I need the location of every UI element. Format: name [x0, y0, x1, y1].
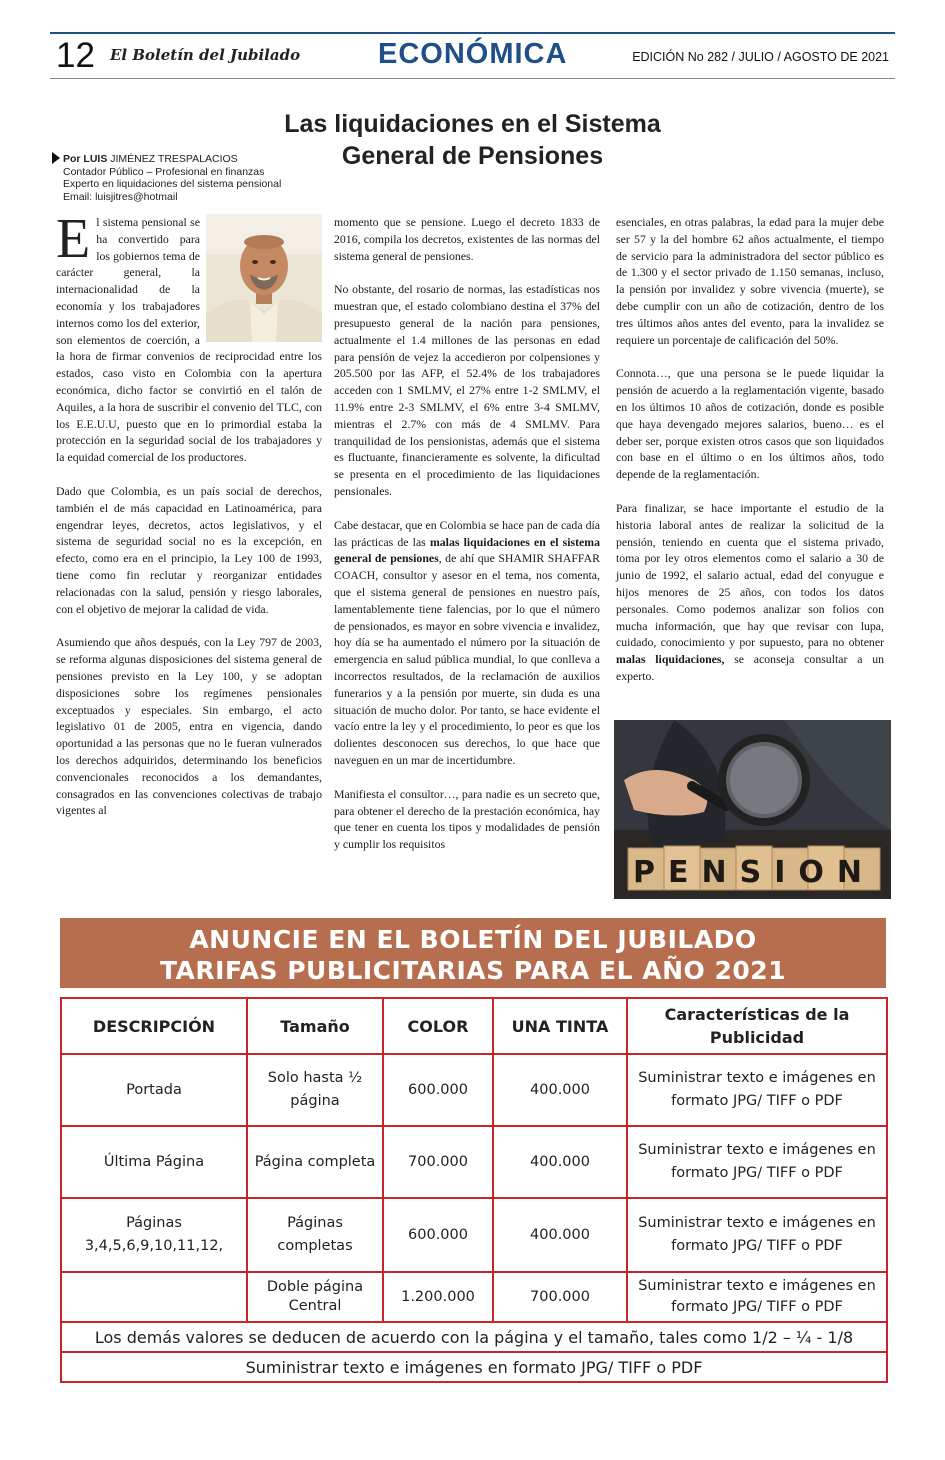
paragraph-text: Cabe destacar, que en Colombia se hace pan de cada día las prácticas de las [334, 517, 600, 549]
table-row [61, 1198, 887, 1272]
cell-tamano: Solo hasta ½ página [247, 1054, 383, 1126]
cell-color: 600.000 [383, 1054, 493, 1126]
pension-word: PENSION [633, 855, 875, 890]
paragraph: Manifiesta el consultor…, para nadie es un secreto que, para obtener el derecho de la prestación económica, hay que tener en cuenta los tipos y modalidades de pensión y cumplir los requisitos [334, 786, 600, 852]
paragraph: No obstante, del rosario de normas, las estadísticas nos muestran que, el estado colombiano destina el 37% del presupuesto general de la nación para pensiones, actualmente el 1.4 millones de las personas en edad para pensión de vejez la accedieron por colpensiones y 205.500 por las AFP, el 52.4% de los trabajadores acceden con 1 SMLMV, el 27% entre 1-2 SMLMV, el 11.9% entre 2-3 SMLMV, el 6% entre 3-4 SMLMV, mientras el 2.7% con más de 4 SMLMV. Para tranquilidad de los pensionistas, además que el sistema es fluctuante, financieramente es solvente, la dificultad se presenta en el procedimiento de las liquidaciones pensionales. [334, 282, 600, 498]
article-title-line1: Las liquidaciones en el Sistema [284, 110, 661, 138]
byline [52, 152, 322, 203]
column-header: Tamaño [247, 998, 383, 1054]
cell-tamano: Doble página Central [247, 1272, 383, 1322]
cell-caracteristicas: Suministrar texto e imágenes en formato JPG/ TIFF o PDF [627, 1054, 887, 1126]
paragraph-text: l sistema pensional se ha convertido para los gobiernos tema de carácter general, la internacionalidad de la economía y los trabajadores internos como los del exterior, son elementos de coerción, a la hora de firmar convenios de reciprocidad entre los estados, caso visto en Colombia con la apertura económica, dicho factor se convirtió en el talón de Aquiles, a la hora de suscribir el convenio del TLC, con los E.E.U.U, puesto que en lo primordial estaba la protección en la seguridad social de los trabajadores y la equidad comercial de los productores. [56, 215, 322, 465]
paragraph [334, 517, 600, 769]
cell-descripcion [61, 1272, 247, 1322]
paragraph [616, 500, 884, 685]
ad-banner-line1: ANUNCIE EN EL BOLETÍN DEL JUBILADO [189, 925, 757, 954]
note-format: Suministrar texto e imágenes en formato JPG/ TIFF o PDF [61, 1352, 887, 1382]
byline-expertise: Experto en liquidaciones del sistema pensional [63, 178, 282, 190]
paragraph: esenciales, en otras palabras, la edad para la mujer debe ser 57 y la del hombre 62 años actualmente, el tiempo de servicio para la administradora del sector público es de 1.300 y el sector privado de 1.150 semanas, incluso, la pensión por invalidez y sobre vivencia (muerte), se debe cumplir con un año de cotización, dentro de los tres últimos años antes del evento, para la invalidez se requiere un porcentaje de calificación del 50%. [616, 215, 884, 347]
column-header: UNA TINTA [493, 998, 627, 1054]
paragraph: Asumiendo que años después, con la Ley 797 de 2003, se reforma algunas disposiciones del sistema general de pensiones previsto en la Ley 100, y se adoptan disposiciones sobre los regímenes pensionales exceptuados y especiales. Sin embargo, el acto legislativo 01 de 2005, entra en vigencia, dando oportunidad a las personas que no le fueran vulnerados los derechos adquiridos, determinando los beneficios convencionales reconocidos a los demandantes, consagrados en las convenciones colectivas de trabajo vigentes al [56, 635, 322, 818]
ad-banner [60, 918, 886, 988]
table-note-row [61, 1322, 887, 1352]
paragraph-text: se aconseja consultar a un experto. [616, 652, 884, 683]
paragraph-text: , de ahí que SHAMIR SHAFFAR COACH, consultor y asesor en el tema, nos comenta, que el sistema general de pensiones en nuestro país, lamentablemente tiene falencias, por lo que el número de pensionados, es mayor en sobre vivencia e invalidez, hoy día se ha aumentado el número por la situación de emergencia en salud pública mundial, lo que conlleva a incorrectos resultados, de la reclamación de auxilios funerarios y a la pensión por muerte, sin duda es una situación de mucho dolor. Por tanto, se hace evidente el vacío entre la ley y el procedimiento, lo peor es que los dolientes desconocen sus derechos, lo que hace que naveguen en un mar de incertidumbre. [334, 551, 600, 767]
paragraph: Connota…, que una persona se le puede liquidar la pensión de acuerdo a la reglamentación vigente, basado en los últimos 10 años de cotización, donde es posible que haya devengado mejores salarios, bueno… es el deber ser, porque existen otros casos que son liquidados con base en el último o en los últimos años, todo depende de la reglamentación. [616, 366, 884, 482]
paragraph: Dado que Colombia, es un país social de derechos, también el de más capacidad en Latinoamérica, para engendrar leyes, decretos, actos legislativos, y el sistema de seguridad social no es la excepción, en efecto, como era en el principio, la Ley 100 de 1993, tiene como fin reclutar y reorganizar entidades relacionadas con la salud, pensión y riesgo laborales, con el objetivo de mejorar la calidad de vida. [56, 483, 322, 616]
byline-prefix: Por LUIS [63, 153, 108, 165]
cell-tinta: 400.000 [493, 1198, 627, 1272]
cell-descripcion: Páginas 3,4,5,6,9,10,11,12, [61, 1198, 247, 1272]
table-note-row [61, 1352, 887, 1382]
cell-descripcion: Última Página [61, 1126, 247, 1198]
paragraph-text: Para finalizar, se hace importante el estudio de la historia laboral antes de realizar la solicitud de la pensión, teniendo en cuenta que el sistema privado, toma por ley otros elementos como el salario a 30 de junio de 1992, el salario actual, edad del conyugue e hijos menores de 25 años, con todos los datos personales. Como podemos analizar son folios con mucha información, que hay que revisar con lupa, cuidado, conocimiento y por supuesto, para no obtener [616, 500, 884, 650]
note-sizes: Los demás valores se deducen de acuerdo con la página y el tamaño, tales como 1/2 – ¼ - 1/8 [61, 1322, 887, 1352]
cell-tinta: 700.000 [493, 1272, 627, 1322]
cell-caracteristicas: Suministrar texto e imágenes en formato JPG/ TIFF o PDF [627, 1198, 887, 1272]
cell-tamano: Páginas completas [247, 1198, 383, 1272]
byline-profession: Contador Público – Profesional en finanzas [63, 165, 265, 178]
cell-color: 700.000 [383, 1126, 493, 1198]
pension-photo [614, 720, 891, 899]
cell-tamano: Página completa [247, 1126, 383, 1198]
triangle-bullet-icon [52, 152, 60, 164]
article-column-2 [334, 214, 600, 870]
emphasis-text: malas liquidaciones en el sistema general de pensiones [334, 534, 600, 566]
column-header: DESCRIPCIÓN [61, 998, 247, 1054]
article-column-3 [616, 214, 884, 702]
column-header: COLOR [383, 998, 493, 1054]
table-row [61, 1126, 887, 1198]
emphasis-text: malas liquidaciones, [616, 652, 725, 667]
byline-name: JIMÉNEZ TRESPALACIOS [107, 153, 238, 165]
paragraph: momento que se pensione. Luego el decreto 1833 de 2016, compila los decretos, existentes de las normas del sistema general de pensiones. [334, 215, 600, 263]
cell-caracteristicas: Suministrar texto e imágenes en formato JPG/ TIFF o PDF [627, 1126, 887, 1198]
ad-banner-line2: TARIFAS PUBLICITARIAS PARA EL AÑO 2021 [159, 956, 787, 985]
cell-color: 600.000 [383, 1198, 493, 1272]
author-portrait-photo [206, 214, 322, 342]
article-title-line2: General de Pensiones [341, 142, 604, 170]
rates-table [60, 997, 888, 1383]
article-column-1 [56, 208, 322, 836]
header-bottom-rule [50, 78, 895, 79]
page-header [50, 36, 895, 76]
table-row [61, 1054, 887, 1126]
cell-descripcion: Portada [61, 1054, 247, 1126]
paragraph [56, 208, 322, 466]
table-row [61, 1272, 887, 1322]
table-header-row [61, 998, 887, 1054]
dropcap: E [56, 208, 91, 270]
edition-info: EDICIÓN No 282 / JULIO / AGOSTO DE 2021 [632, 50, 889, 64]
byline-email: Email: luisjitres@hotmail [63, 190, 178, 203]
cell-color: 1.200.000 [383, 1272, 493, 1322]
header-top-rule [50, 32, 895, 34]
cell-caracteristicas: Suministrar texto e imágenes en formato JPG/ TIFF o PDF [627, 1272, 887, 1322]
cell-tinta: 400.000 [493, 1054, 627, 1126]
section-title: ECONÓMICA [378, 38, 568, 70]
advertising-rates [60, 918, 886, 1383]
page-number: 12 [56, 36, 95, 75]
cell-tinta: 400.000 [493, 1126, 627, 1198]
column-header: Características de la Publicidad [627, 998, 887, 1054]
masthead-logo: El Boletín del Jubilado [110, 46, 301, 64]
